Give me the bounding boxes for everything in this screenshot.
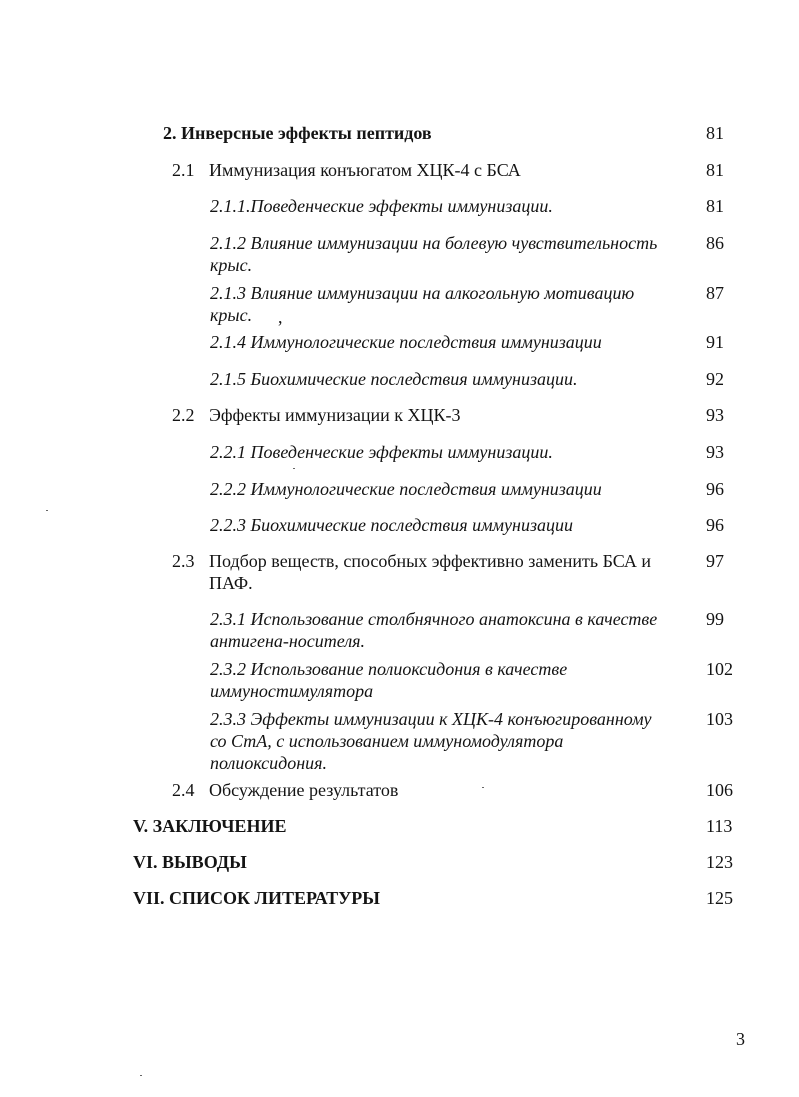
toc-subentry-title: 2.1.1.Поведенческие эффекты иммунизации. — [210, 196, 553, 216]
scan-speck — [293, 468, 295, 469]
toc-page-number: 81 — [706, 196, 724, 216]
scan-speck — [482, 787, 484, 788]
toc-subentry-title-cont: полиоксидония. — [210, 753, 328, 773]
toc-subentry-title: 2.3.2 Использование полиоксидония в качестве — [210, 659, 568, 679]
toc-subentry-title: 2.2.3 Биохимические последствия иммунизации — [210, 515, 573, 535]
toc-page-number: 97 — [706, 551, 724, 571]
toc-page-number: 96 — [706, 515, 724, 535]
toc-entry-title-cont: ПАФ. — [209, 573, 253, 593]
toc-page-number: 92 — [706, 369, 724, 389]
toc-page-number: 123 — [706, 852, 733, 872]
toc-page-number: 81 — [706, 123, 724, 143]
toc-subentry-title-cont: крыс. — [210, 255, 253, 275]
toc-chapter-title: V. ЗАКЛЮЧЕНИЕ — [133, 816, 287, 836]
toc-subentry-title-cont: иммуностимулятора — [210, 681, 374, 701]
toc-subentry-title: 2.2.2 Иммунологические последствия иммунизации — [210, 479, 602, 499]
toc-page-number: 86 — [706, 233, 724, 253]
toc-subentry-title: 2.1.4 Иммунологические последствия иммунизации — [210, 332, 602, 352]
toc-subentry-title-cont: антигена-носителя. — [210, 631, 366, 651]
scan-speck — [46, 510, 48, 511]
toc-page-number: 93 — [706, 405, 724, 425]
toc-page-number: 102 — [706, 659, 733, 679]
toc-entry-title: Подбор веществ, способных эффективно заменить БСА и — [209, 551, 652, 571]
toc-page-number: 81 — [706, 160, 724, 180]
toc-page-number: 125 — [706, 888, 733, 908]
toc-page-number: 87 — [706, 283, 724, 303]
toc-subentry-title: 2.3.1 Использование столбнячного анатоксина в качестве — [210, 609, 658, 629]
scan-speck — [140, 1075, 142, 1076]
toc-subentry-title: 2.3.3 Эффекты иммунизации к ХЦК-4 конъюгированному — [210, 709, 652, 729]
toc-chapter-title: VII. СПИСОК ЛИТЕРАТУРЫ — [133, 888, 380, 908]
toc-subentry-title: 2.1.5 Биохимические последствия иммунизации. — [210, 369, 578, 389]
toc-entry-title: Эффекты иммунизации к ХЦК-3 — [209, 405, 461, 425]
toc-entry-number: 2.3 — [172, 551, 195, 571]
toc-subentry-title: 2.2.1 Поведенческие эффекты иммунизации. — [210, 442, 553, 462]
toc-entry-number: 2.4 — [172, 780, 195, 800]
toc-section-heading: 2. Инверсные эффекты пептидов — [163, 123, 432, 143]
toc-subentry-title: 2.1.3 Влияние иммунизации на алкогольную мотивацию — [210, 283, 635, 303]
toc-subentry-title: 2.1.2 Влияние иммунизации на болевую чувствительность — [210, 233, 658, 253]
page-number: 3 — [736, 1029, 745, 1049]
toc-page-number: 91 — [706, 332, 724, 352]
toc-chapter-title: VI. ВЫВОДЫ — [133, 852, 247, 872]
toc-entry-number: 2.1 — [172, 160, 195, 180]
toc-page-number: 113 — [706, 816, 733, 836]
stray-mark: , — [278, 307, 283, 327]
toc-subentry-title-cont: крыс. — [210, 305, 253, 325]
toc-entry-number: 2.2 — [172, 405, 195, 425]
toc-page-number: 93 — [706, 442, 724, 462]
toc-subentry-title-cont: со СтА, с использованием иммуномодулятора — [210, 731, 564, 751]
toc-page-number: 103 — [706, 709, 733, 729]
toc-page-number: 106 — [706, 780, 733, 800]
toc-entry-title: Иммунизация конъюгатом ХЦК-4 с БСА — [209, 160, 521, 180]
toc-page-number: 99 — [706, 609, 724, 629]
toc-entry-title: Обсуждение результатов — [209, 780, 399, 800]
toc-page-number: 96 — [706, 479, 724, 499]
